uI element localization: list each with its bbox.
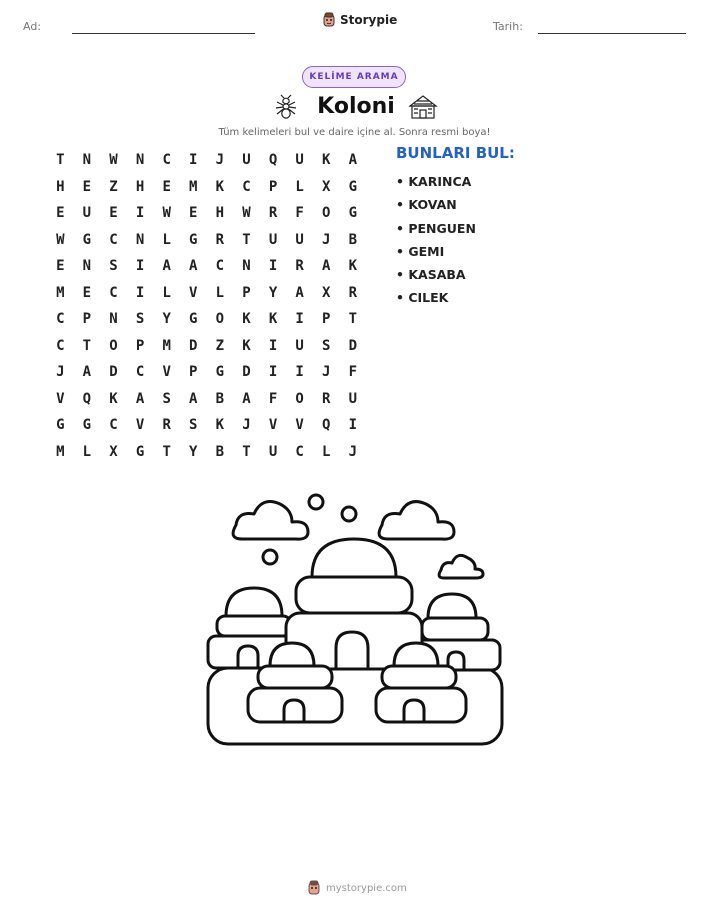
grid-letter[interactable]: V: [135, 417, 145, 433]
grid-letter[interactable]: E: [82, 178, 92, 195]
grid-letter[interactable]: K: [322, 152, 331, 168]
word-search-grid[interactable]: [47, 147, 366, 465]
grid-letter[interactable]: G: [135, 443, 145, 460]
grid-row: [47, 386, 366, 413]
grid-letter[interactable]: O: [322, 205, 331, 221]
grid-letter[interactable]: G: [82, 417, 92, 433]
word-item: • PENGUEN: [396, 220, 476, 236]
grid-letter[interactable]: G: [348, 178, 358, 195]
grid-letter[interactable]: G: [348, 205, 358, 221]
page-title: Koloni: [317, 94, 395, 119]
word-item: • KOVAN: [396, 197, 457, 213]
grid-letter[interactable]: I: [189, 152, 198, 168]
grid-letter[interactable]: I: [348, 417, 358, 433]
grid-letter[interactable]: K: [268, 311, 278, 327]
hut-icon: [408, 94, 438, 120]
grid-letter[interactable]: Q: [322, 417, 331, 433]
grid-row: [47, 439, 366, 466]
grid-letter[interactable]: G: [189, 311, 198, 327]
grid-letter[interactable]: H: [56, 178, 65, 195]
grid-letter[interactable]: A: [135, 390, 145, 407]
grid-letter[interactable]: I: [268, 337, 278, 354]
grid-letter[interactable]: F: [268, 390, 278, 407]
grid-letter[interactable]: O: [295, 390, 304, 407]
grid-letter[interactable]: K: [242, 337, 251, 354]
grid-letter[interactable]: P: [242, 284, 251, 301]
grid-letter[interactable]: O: [215, 311, 225, 327]
grid-letter[interactable]: G: [56, 417, 65, 433]
word-item: • CILEK: [396, 290, 449, 306]
grid-letter[interactable]: V: [56, 390, 65, 407]
grid-letter[interactable]: A: [189, 390, 198, 407]
grid-letter[interactable]: M: [162, 337, 171, 354]
grid-letter[interactable]: J: [215, 152, 225, 168]
grid-letter[interactable]: C: [109, 231, 118, 248]
grid-letter[interactable]: C: [109, 284, 118, 301]
grid-letter[interactable]: D: [242, 364, 251, 380]
grid-letter[interactable]: U: [295, 337, 304, 354]
name-field[interactable]: [72, 33, 255, 34]
grid-letter[interactable]: C: [56, 311, 65, 327]
bubble-shape: [342, 507, 356, 521]
grid-letter[interactable]: Q: [268, 152, 278, 168]
grid-letter[interactable]: I: [135, 205, 145, 221]
grid-letter[interactable]: X: [322, 178, 331, 195]
grid-row: [47, 359, 366, 386]
igloo-colony-illustration[interactable]: [200, 488, 510, 753]
grid-letter[interactable]: C: [215, 258, 225, 274]
grid-letter[interactable]: B: [215, 390, 225, 407]
grid-letter[interactable]: U: [268, 443, 278, 460]
grid-letter[interactable]: H: [135, 178, 145, 195]
grid-letter[interactable]: J: [242, 417, 251, 433]
cloud-shape: [233, 502, 308, 540]
grid-letter[interactable]: E: [56, 258, 65, 274]
brand-logo: [322, 12, 397, 28]
grid-letter[interactable]: A: [348, 152, 358, 168]
grid-letter[interactable]: N: [109, 311, 118, 327]
ant-icon: [272, 94, 300, 120]
grid-letter[interactable]: J: [322, 231, 331, 248]
bubble-shape: [263, 550, 277, 564]
grid-letter[interactable]: B: [215, 443, 225, 460]
word-item: • KARINCA: [396, 174, 472, 189]
grid-row: [47, 280, 366, 307]
grid-letter[interactable]: T: [242, 443, 251, 460]
grid-letter[interactable]: M: [189, 178, 198, 195]
grid-letter[interactable]: C: [162, 152, 171, 168]
grid-letter[interactable]: D: [348, 337, 358, 354]
footer-url[interactable]: mystorypie.com: [326, 882, 407, 894]
grid-letter[interactable]: K: [242, 311, 251, 327]
word-list: [396, 170, 476, 310]
grid-letter[interactable]: A: [82, 364, 92, 380]
grid-letter[interactable]: I: [135, 284, 145, 301]
grid-letter[interactable]: G: [189, 231, 198, 248]
grid-letter[interactable]: J: [348, 443, 358, 460]
grid-letter[interactable]: V: [295, 417, 304, 433]
grid-letter[interactable]: L: [295, 178, 304, 195]
grid-letter[interactable]: W: [242, 205, 251, 221]
grid-letter[interactable]: T: [348, 311, 358, 327]
grid-letter[interactable]: C: [295, 443, 304, 460]
grid-letter[interactable]: V: [268, 417, 278, 433]
grid-letter[interactable]: M: [56, 284, 65, 301]
grid-letter[interactable]: A: [189, 258, 198, 274]
grid-letter[interactable]: I: [268, 364, 278, 380]
grid-letter[interactable]: B: [348, 231, 358, 248]
grid-letter[interactable]: V: [189, 284, 198, 301]
grid-letter[interactable]: D: [189, 337, 198, 354]
grid-row: [47, 306, 366, 333]
grid-row: [47, 412, 366, 439]
grid-letter[interactable]: E: [56, 205, 65, 221]
grid-letter[interactable]: C: [135, 364, 145, 380]
grid-letter[interactable]: L: [162, 284, 171, 301]
grid-letter[interactable]: U: [242, 152, 251, 168]
grid-letter[interactable]: M: [56, 443, 65, 460]
grid-letter[interactable]: P: [82, 311, 92, 327]
grid-letter[interactable]: A: [322, 258, 331, 274]
grid-letter[interactable]: R: [268, 205, 278, 221]
grid-letter[interactable]: G: [82, 231, 92, 248]
name-label: Ad:: [23, 20, 42, 33]
grid-letter[interactable]: Z: [109, 178, 118, 195]
date-field[interactable]: [538, 33, 686, 34]
grid-letter[interactable]: R: [215, 231, 225, 248]
grid-letter[interactable]: Y: [189, 443, 198, 460]
grid-letter[interactable]: N: [135, 231, 145, 248]
grid-row: [47, 253, 366, 280]
grid-row: [47, 174, 366, 201]
grid-letter[interactable]: X: [109, 443, 118, 460]
title-row: [272, 92, 442, 122]
grid-letter[interactable]: O: [109, 337, 118, 354]
grid-letter[interactable]: T: [56, 152, 65, 168]
grid-letter[interactable]: E: [82, 284, 92, 301]
grid-row: [47, 147, 366, 174]
grid-letter[interactable]: Q: [82, 390, 92, 407]
grid-letter[interactable]: P: [135, 337, 145, 354]
grid-letter[interactable]: E: [189, 205, 198, 221]
grid-letter[interactable]: P: [322, 311, 331, 327]
bubble-shape: [309, 495, 323, 509]
grid-letter[interactable]: X: [322, 284, 331, 301]
grid-letter[interactable]: G: [215, 364, 225, 380]
grid-letter[interactable]: C: [242, 178, 251, 195]
grid-row: [47, 200, 366, 227]
grid-letter[interactable]: S: [109, 258, 118, 274]
cloud-shape: [379, 502, 454, 540]
grid-letter[interactable]: R: [322, 390, 331, 407]
grid-letter[interactable]: E: [162, 178, 171, 195]
grid-letter[interactable]: R: [295, 258, 304, 274]
grid-letter[interactable]: S: [162, 390, 171, 407]
grid-letter[interactable]: W: [56, 231, 65, 248]
grid-letter[interactable]: N: [82, 258, 92, 274]
grid-letter[interactable]: N: [242, 258, 251, 274]
grid-letter[interactable]: S: [189, 417, 198, 433]
grid-letter[interactable]: T: [242, 231, 251, 248]
grid-letter[interactable]: W: [109, 152, 118, 168]
grid-letter[interactable]: F: [295, 205, 304, 221]
grid-letter[interactable]: Y: [162, 311, 171, 327]
grid-letter[interactable]: C: [109, 417, 118, 433]
grid-letter[interactable]: Y: [268, 284, 278, 301]
grid-letter[interactable]: K: [215, 178, 225, 195]
grid-letter[interactable]: U: [82, 205, 92, 221]
grid-letter[interactable]: W: [162, 205, 171, 221]
grid-row: [47, 227, 366, 254]
grid-letter[interactable]: E: [109, 205, 118, 221]
grid-letter[interactable]: N: [135, 152, 145, 168]
grid-letter[interactable]: K: [109, 390, 118, 407]
storypie-mascot-icon: [322, 12, 336, 28]
grid-letter[interactable]: D: [109, 364, 118, 380]
word-item: • KASABA: [396, 267, 466, 283]
grid-letter[interactable]: U: [348, 390, 358, 407]
footer: [307, 880, 407, 896]
grid-letter[interactable]: L: [322, 443, 331, 460]
brand-name: Storypie: [340, 13, 398, 27]
grid-letter[interactable]: K: [215, 417, 225, 433]
grid-letter[interactable]: U: [268, 231, 278, 248]
grid-letter[interactable]: L: [215, 284, 225, 301]
grid-letter[interactable]: S: [322, 337, 331, 354]
grid-letter[interactable]: I: [295, 311, 304, 327]
grid-letter[interactable]: P: [189, 364, 198, 380]
grid-letter[interactable]: I: [295, 364, 304, 380]
grid-letter[interactable]: V: [162, 364, 171, 380]
grid-letter[interactable]: Z: [215, 337, 225, 354]
instructions: Tüm kelimeleri bul ve daire içine al. Sonra resmi boya!: [218, 127, 491, 138]
grid-letter[interactable]: T: [162, 443, 171, 460]
grid-letter[interactable]: C: [56, 337, 65, 354]
word-list-title: BUNLARI BUL:: [396, 144, 515, 162]
grid-letter[interactable]: U: [295, 152, 304, 168]
cloud-shape: [439, 555, 483, 578]
grid-letter[interactable]: L: [162, 231, 171, 248]
grid-letter[interactable]: I: [135, 258, 145, 274]
grid-letter[interactable]: P: [268, 178, 278, 195]
grid-letter[interactable]: R: [348, 284, 358, 301]
grid-letter[interactable]: A: [295, 284, 304, 301]
grid-letter[interactable]: N: [82, 152, 92, 168]
grid-letter[interactable]: F: [348, 364, 358, 380]
grid-letter[interactable]: I: [268, 258, 278, 274]
activity-badge: KELİME ARAMA: [302, 66, 406, 88]
grid-letter[interactable]: A: [242, 390, 251, 407]
grid-letter[interactable]: J: [56, 364, 65, 380]
grid-letter[interactable]: H: [215, 205, 225, 221]
date-label: Tarih:: [493, 20, 523, 33]
grid-row: [47, 333, 366, 360]
grid-letter[interactable]: K: [348, 258, 358, 274]
grid-letter[interactable]: L: [82, 443, 92, 460]
grid-letter[interactable]: R: [162, 417, 171, 433]
grid-letter[interactable]: T: [82, 337, 92, 354]
word-item: • GEMI: [396, 243, 445, 259]
grid-letter[interactable]: A: [162, 258, 171, 274]
grid-letter[interactable]: U: [295, 231, 304, 248]
grid-letter[interactable]: J: [322, 364, 331, 380]
grid-letter[interactable]: S: [135, 311, 145, 327]
storypie-mascot-icon: [307, 880, 321, 896]
